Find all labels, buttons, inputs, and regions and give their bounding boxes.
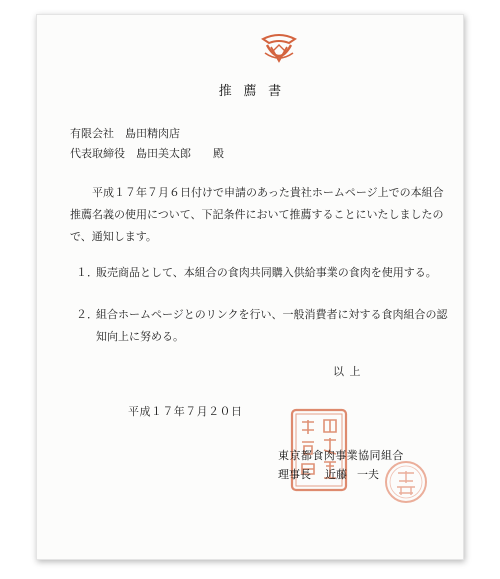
condition-text: 組合ホームページとのリンクを行い、一般消費者に対する食肉組合の認知向上に努める。 (96, 308, 448, 343)
addressee-name: 代表取締役 島田美太郎 (70, 147, 191, 160)
addressee-company: 有限会社 島田精肉店 (70, 127, 180, 140)
letterhead-emblem-icon (259, 33, 299, 69)
issuer-given-name: 一夫 (357, 468, 379, 481)
body-paragraph: 平成１７年７月６日付けで申請のあった貴社ホームページ上での本組合推薦名義の使用について、下記条件において推薦することにいたしましたので、通知します。 (70, 186, 444, 243)
condition-number: ２． (76, 308, 98, 321)
condition-number: １． (76, 266, 98, 279)
closing-phrase: 以上 (333, 365, 366, 378)
issue-date: 平成１７年７月２０日 (128, 405, 243, 418)
addressee-representative (70, 145, 224, 161)
condition-text: 販売商品として、本組合の食肉共同購入供給事業の食肉を使用する。 (96, 266, 437, 279)
issuer-position: 理事長 (278, 468, 311, 481)
personal-round-seal-icon (383, 459, 429, 505)
issuer-representative (278, 466, 379, 482)
issuer-organization: 東京都食肉事業協同組合 (278, 449, 404, 462)
addressee-honorific: 殿 (213, 147, 224, 160)
issuer-surname: 近藤 (325, 468, 347, 481)
document-title: 推薦書 (218, 84, 293, 99)
